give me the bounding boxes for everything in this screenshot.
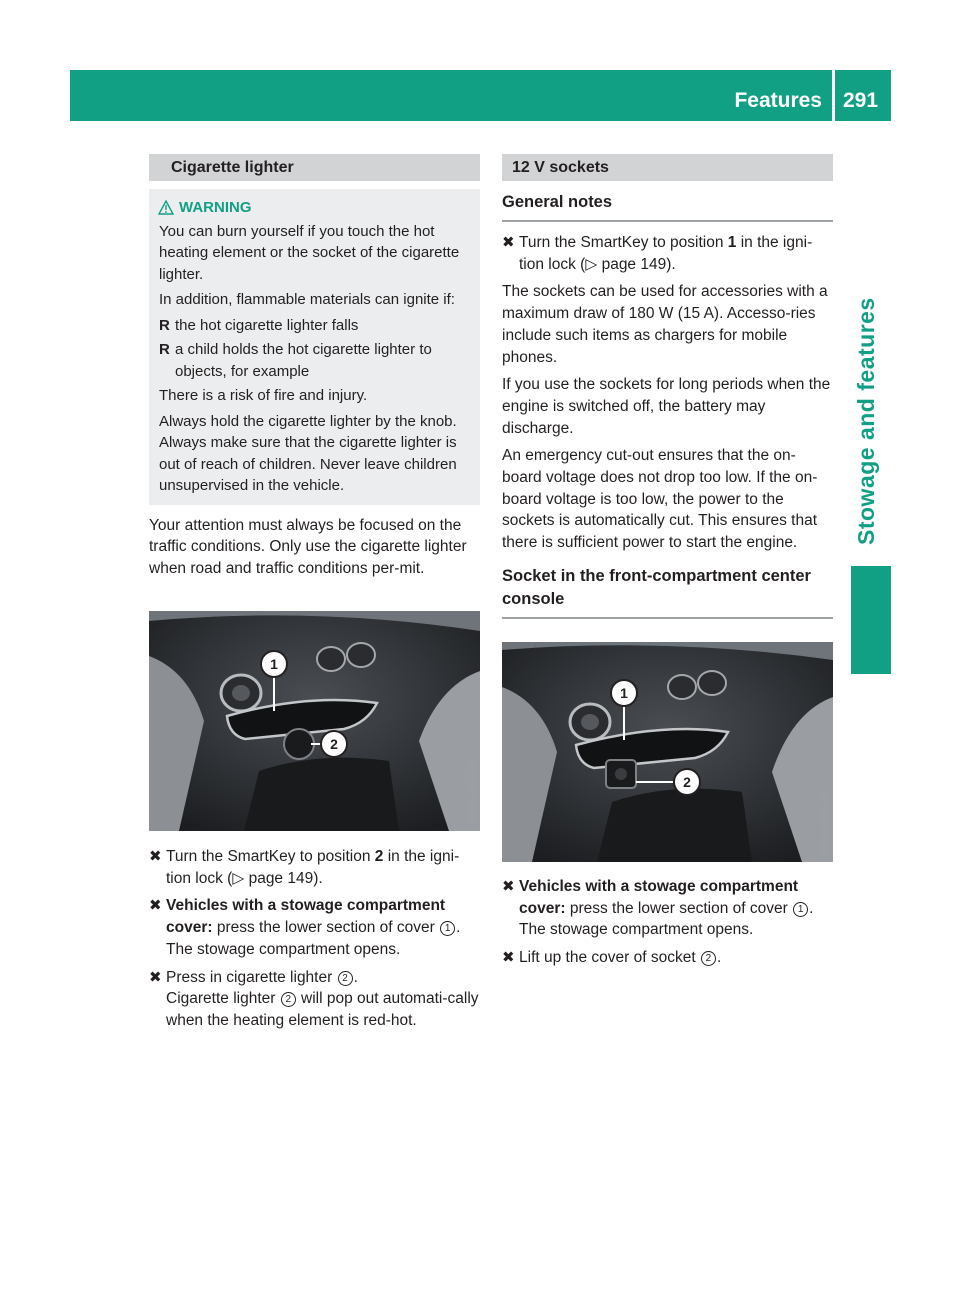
step-arrow-icon: ✖: [149, 848, 162, 865]
callout-ref: 2: [338, 971, 353, 986]
step-arrow-icon: ✖: [502, 949, 515, 967]
callout-ref: 2: [281, 992, 296, 1007]
right-steps: [502, 876, 833, 969]
paragraph: An emergency cut-out ensures that the on-board voltage does not drop too low. If the on-board voltage is too low, the power to the sockets is automatically cut. This ensures that there is sufficient power to start the engine.: [502, 447, 818, 552]
step-arrow-icon: ✖: [149, 968, 162, 986]
instruction-step: ✖ Press in cigarette lighter 2 . Cigarette lighter 2 will pop out automati-cally when the heating element is red-hot.: [149, 967, 480, 1032]
list-item: R a child holds the hot cigarette lighter to objects, for example: [159, 341, 432, 380]
image-code: P68.00-7572-31: [467, 760, 477, 825]
image-code: P68.00-7573-31: [820, 791, 830, 856]
warning-risk: There is a risk of fire and injury.: [159, 387, 368, 404]
socket-heading: Socket in the front-compartment center console: [502, 566, 811, 608]
paragraph: The sockets can be used for accessories with a maximum draw of 180 W (15 A). Accesso-ries include such items as chargers for mobile phones.: [502, 283, 828, 366]
step-result: Cigarette lighter 2 will pop out automati-cally when the heating element is red-hot.: [166, 990, 479, 1029]
page-ref-arrow-icon: ▷: [232, 869, 245, 887]
step-result: The stowage compartment opens.: [519, 921, 754, 939]
side-tab-block: [851, 566, 891, 674]
page-ref-arrow-icon: ▷: [585, 255, 598, 273]
step-arrow-icon: ✖: [149, 897, 162, 915]
list-item: R the hot cigarette lighter falls: [159, 315, 470, 337]
step-result: The stowage compartment opens.: [166, 940, 401, 958]
header-section-title: Features: [734, 89, 822, 112]
instruction-step: ✖ Lift up the cover of socket 2 .: [502, 947, 833, 969]
warning-heading: WARNING: [179, 197, 470, 219]
callout-ref: 2: [701, 951, 716, 966]
paragraph: If you use the sockets for long periods when the engine is switched off, the battery may discharge.: [502, 376, 831, 437]
warning-intro: You can burn yourself if you touch the hot heating element or the socket of the cigarette lighter.: [159, 222, 460, 283]
warning-advice: Always hold the cigarette lighter by the knob. Always make sure that the cigarette lighter is out of reach of children. Never leave children unsupervised in the vehicle.: [159, 412, 457, 494]
callout-1: 1: [270, 656, 278, 672]
center-console-socket-illustration: [502, 642, 833, 862]
step-arrow-icon: ✖: [502, 878, 515, 895]
bullet-icon: R: [159, 316, 170, 334]
warning-condition: In addition, flammable materials can ignite if:: [159, 291, 455, 308]
warning-triangle-icon: [158, 200, 174, 215]
socket-photo: [502, 642, 833, 862]
right-column: [502, 154, 833, 619]
instruction-step: ✖ Vehicles with a stowage compartment cover: press the lower section of cover 1 . The stowage compartment opens.: [502, 876, 833, 941]
instruction-step: ✖ Turn the SmartKey to position 2 in the igni-tion lock (▷ page 149).: [149, 848, 460, 887]
callout-1: 1: [620, 685, 628, 701]
general-notes-heading: General notes: [502, 193, 613, 211]
instruction-step: ✖ Vehicles with a stowage compartment cover: press the lower section of cover 1 . The stowage compartment opens.: [149, 895, 480, 960]
left-column: [149, 154, 480, 580]
bullet-icon: R: [159, 341, 170, 358]
instruction-step: ✖ Turn the SmartKey to position 1 in the igni-tion lock (▷ page 149).: [502, 234, 813, 273]
page-number: 291: [843, 89, 879, 112]
header-separator: [832, 70, 835, 121]
section-title-cigarette-lighter: Cigarette lighter: [149, 154, 480, 181]
side-tab-label: Stowage and features: [853, 297, 879, 545]
heading-rule: [502, 617, 833, 619]
left-steps: [149, 846, 480, 1032]
section-title-12v-sockets: 12 V sockets: [502, 154, 833, 181]
cigarette-lighter-photo: [149, 611, 480, 831]
callout-ref: 1: [793, 902, 808, 917]
heading-rule: [502, 220, 833, 222]
callout-ref: 1: [440, 921, 455, 936]
callout-2: 2: [330, 736, 338, 752]
callout-2: 2: [683, 774, 691, 790]
attention-paragraph: Your attention must always be focused on the traffic conditions. Only use the cigarette lighter when road and traffic conditions per-mit.: [149, 516, 467, 577]
step-arrow-icon: ✖: [502, 234, 515, 251]
center-console-illustration: [149, 611, 480, 831]
warning-box: [149, 189, 480, 505]
